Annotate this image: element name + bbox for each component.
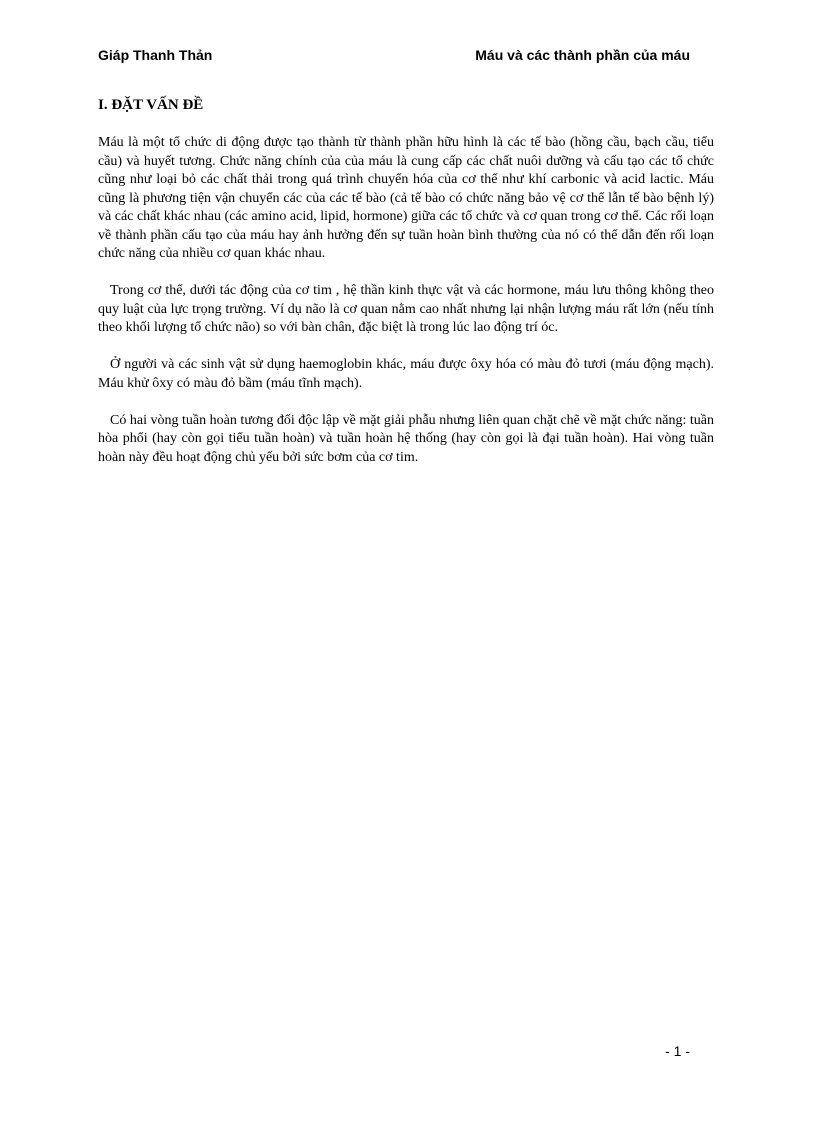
page-number: - 1 - [665, 1043, 690, 1059]
paragraph-circulatory-loops: Có hai vòng tuần hoàn tương đối độc lập về mặt giải phẫu nhưng liên quan chặt chẽ về mặt chức năng: tuần hòa phổi (hay còn gọi tiểu tuần hoàn) và tuần hoàn hệ thống (hay còn gọi là đại tuần hoàn). Hai vòng tuần hoàn này đều hoạt động chủ yếu bởi sức bơm của cơ tim. [98, 412, 714, 465]
paragraph-blood-color: Ở người và các sinh vật sử dụng haemoglobin khác, máu được ôxy hóa có màu đỏ tươi (máu động mạch). Máu khử ôxy có màu đỏ bầm (máu tĩnh mạch). [98, 357, 714, 391]
paragraph-circulation: Trong cơ thể, dưới tác động của cơ tim , hệ thần kinh thực vật và các hormone, máu lưu thông không theo quy luật của lực trọng trường. Ví dụ não là cơ quan nằm cao nhất nhưng lại nhận lượng máu rất lớn (nếu tính theo khối lượng tổ chức não) so với bàn chân, đặc biệt là trong lúc lao động trí óc. [98, 283, 714, 335]
header-author: Giáp Thanh Thản [98, 47, 213, 63]
section-heading: I. ĐẶT VẤN ĐỀ [98, 97, 204, 113]
page-header [98, 47, 690, 69]
paragraph-intro: Máu là một tổ chức di động được tạo thành từ thành phần hữu hình là các tế bào (hồng cầu, bạch cầu, tiểu cầu) và huyết tương. Chức năng chính của của máu là cung cấp các chất nuôi dưỡng và cấu tạo các tổ chức cũng như loại bỏ các chất thải trong quá trình chuyển hóa của cơ thể như khí carbonic và acid lactic. Máu cũng là phương tiện vận chuyển các của các tế bào (cả tế bào có chức năng bảo vệ cơ thể lẫn tế bào bệnh lý) và các chất khác nhau (các amino acid, lipid, hormone) giữa các tổ chức và cơ quan trong cơ thể. Các rối loạn về thành phần cấu tạo của máu hay ảnh hưởng đến sự tuần hoàn bình thường của nó có thể dẫn đến rối loạn chức năng của nhiều cơ quan khác nhau. [98, 135, 714, 261]
header-document-title: Máu và các thành phần của máu [475, 47, 690, 63]
document-body [98, 96, 714, 486]
